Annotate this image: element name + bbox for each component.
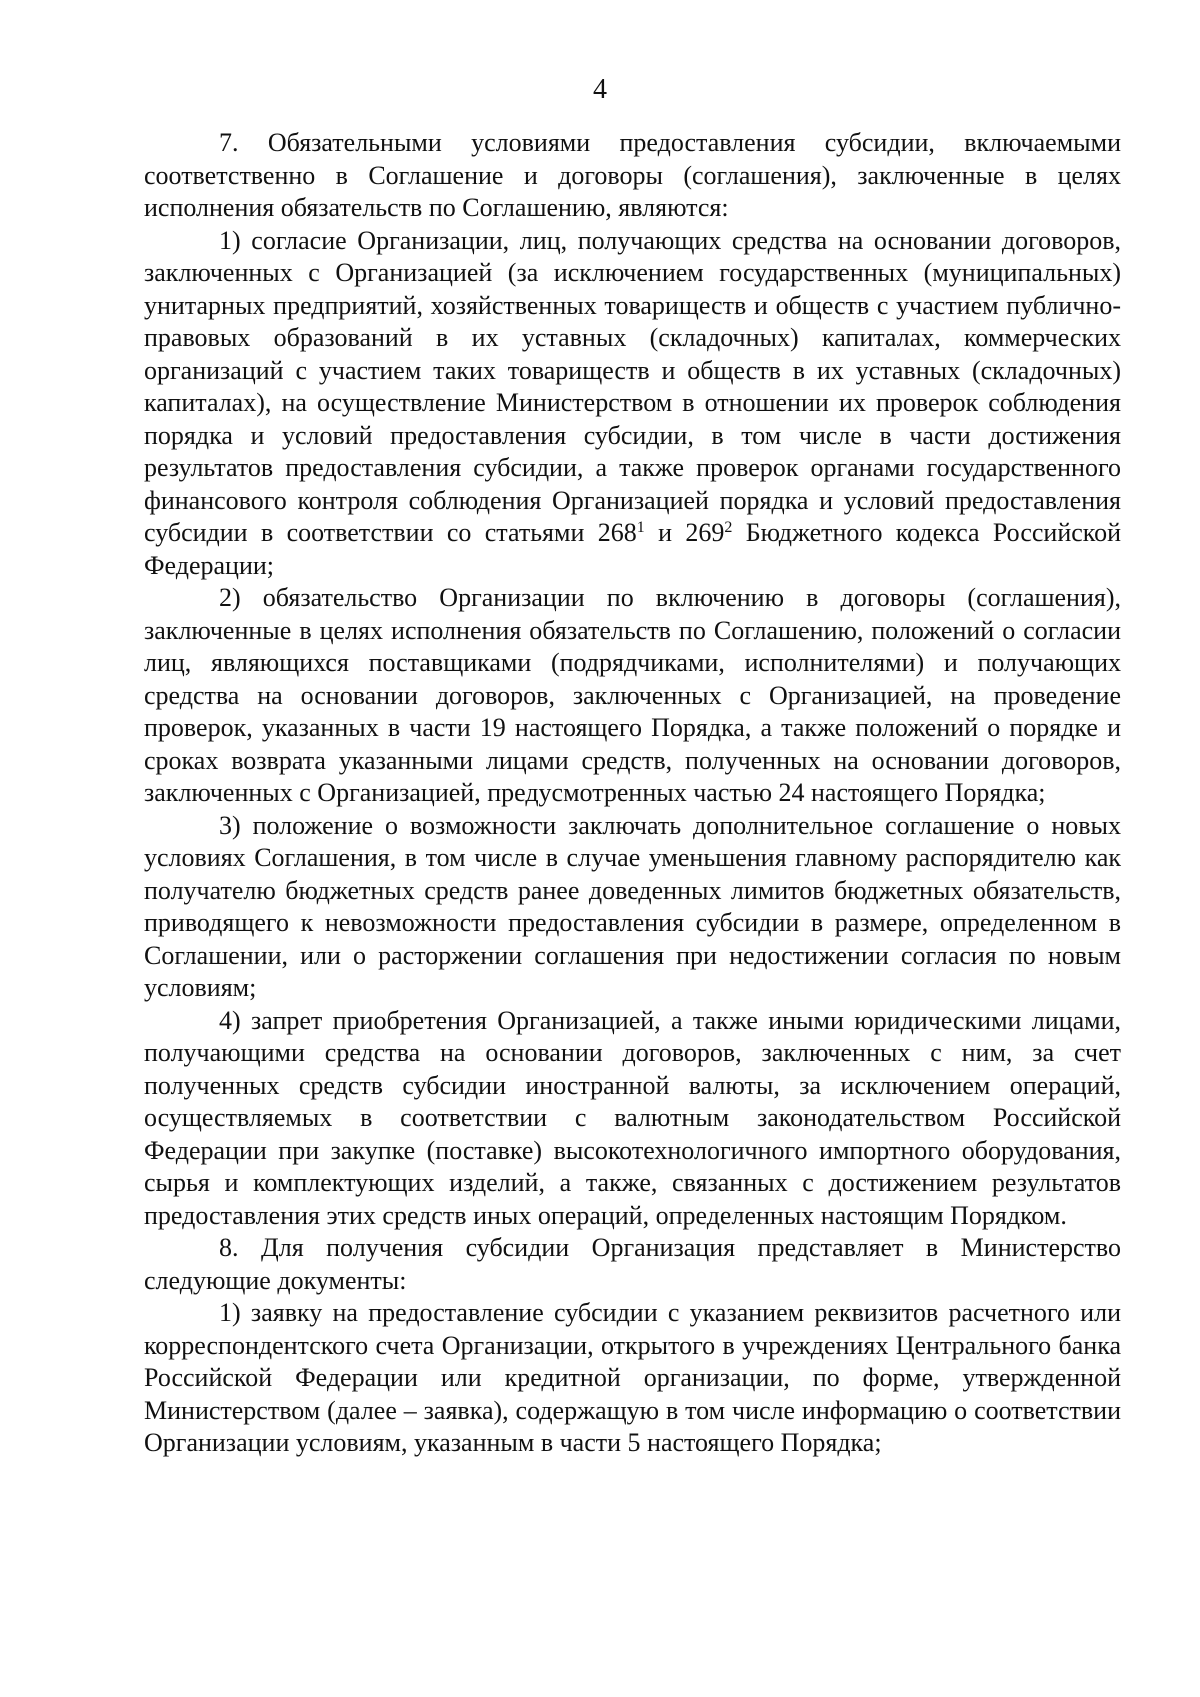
paragraph-7: 7. Обязательными условиями предоставления субсидии, включаемыми соответственно в Соглашение и договоры (соглашения), заключенные в целях исполнения обязательств по Соглашению, являются: xyxy=(144,128,1121,222)
paragraph-text: 1) согласие Организации, лиц, получающих средства на основании договоров, заключенных с Организацией (за исключением государственных (муниципальных) унитарных предприятий, хозяйственных товариществ и обществ с участием публично-правовых образований в их уставных (складочных) капиталах, коммерческих организаций с участием таких товариществ и обществ в их уставных (складочных) капиталах), на осуществление Министерством в отношении их проверок соблюдения порядка и условий предоставления субсидии, в том числе в части достижения результатов предоставления субсидии, а также проверок органами государственного финансового контроля соблюдения Организацией порядка и условий предоставления субсидии в соответствии со статьями 268 xyxy=(144,225,1121,547)
paragraph-8-item-1: 1) заявку на предоставление субсидии с указанием реквизитов расчетного или корреспондентского счета Организации, открытого в учреждениях Центрального банка Российской Федерации или кредитной организации, по форме, утвержденной Министерством (далее – заявка), содержащую в том числе информацию о соответствии Организации условиям, указанным в части 5 настоящего Порядка; xyxy=(144,1298,1121,1457)
paragraph-text-tail: Бюджетного кодекса Российской Федерации; xyxy=(144,518,1122,580)
paragraph-8: 8. Для получения субсидии Организация представляет в Министерство следующие документы: xyxy=(144,1233,1121,1295)
paragraph-7-item-2: 2) обязательство Организации по включению в договоры (соглашения), заключенные в целях исполнения обязательств по Соглашению, положений о согласии лиц, являющихся поставщиками (подрядчиками, исполнителями) и получающих средства на основании договоров, заключенных с Организацией, на проведение проверок, указанных в части 19 настоящего Порядка, а также положений о порядке и сроках возврата указанными лицами средств, полученных на основании договоров, заключенных с Организацией, предусмотренных частью 24 настоящего Порядка; xyxy=(144,583,1121,807)
superscript-1: 1 xyxy=(636,519,645,536)
paragraph-7-item-1 xyxy=(144,225,1121,583)
superscript-2: 2 xyxy=(724,519,733,536)
paragraph-7-item-4: 4) запрет приобретения Организацией, а также иными юридическими лицами, получающими средства на основании договоров, заключенных с ним, за счет полученных средств субсидии иностранной валюты, за исключением операций, осуществляемых в соответствии с валютным законодательством Российской Федерации при закупке (поставке) высокотехнологичного импортного оборудования, сырья и комплектующих изделий, а также, связанных с достижением результатов предоставления этих средств иных операций, определенных настоящим Порядком. xyxy=(144,1005,1121,1230)
paragraph-text-mid: и 269 xyxy=(644,518,725,547)
document-body xyxy=(144,127,1121,1460)
paragraph-7-item-3: 3) положение о возможности заключать дополнительное соглашение о новых условиях Соглашения, в том числе в случае уменьшения главному распорядителю как получателю бюджетных средств ранее доведенных лимитов бюджетных обязательств, приводящего к невозможности предоставления субсидии в размере, определенном в Соглашении, или о расторжении соглашения при недостижении согласия по новым условиям; xyxy=(144,810,1121,1002)
page-number: 4 xyxy=(593,74,607,105)
